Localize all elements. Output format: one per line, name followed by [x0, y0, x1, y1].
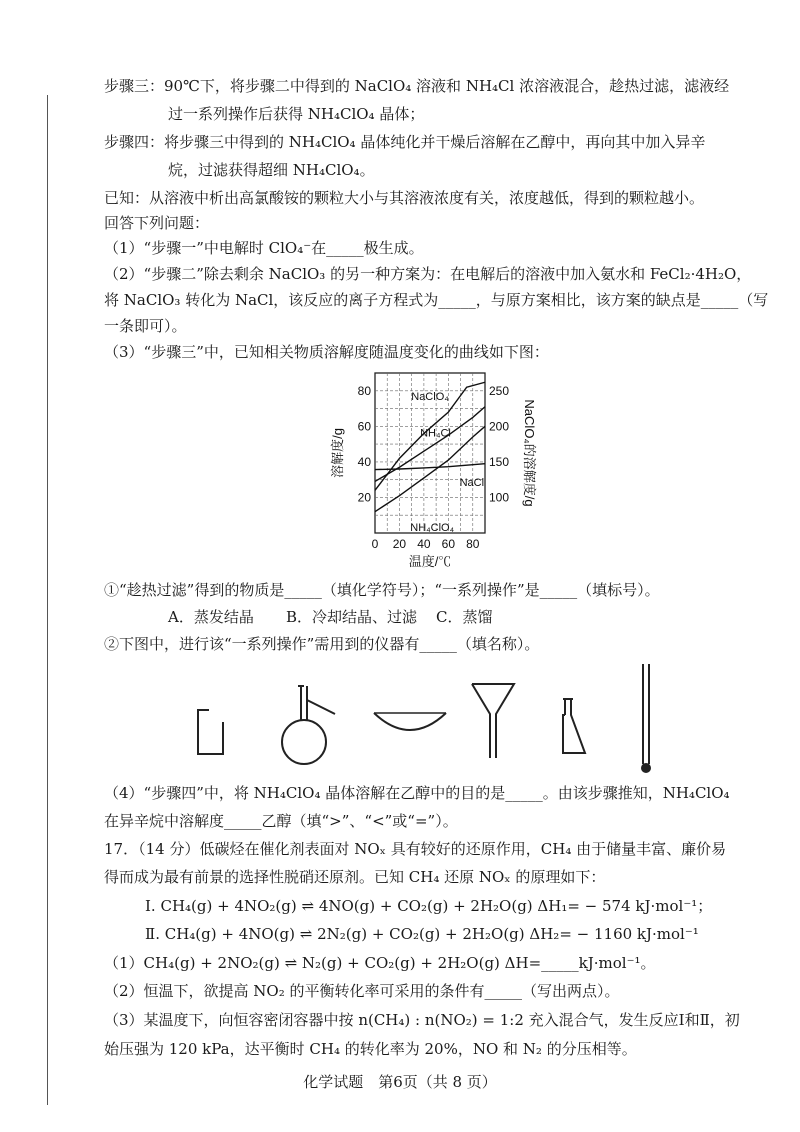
answer-line: 回答下列问题：	[104, 214, 210, 232]
y-left-tick-label: 80	[357, 383, 371, 398]
series-line	[375, 464, 485, 470]
y-right-tick-label: 150	[489, 454, 510, 469]
equation-2: Ⅱ. CH₄(g) + 4NO(g) ⇌ 2N₂(g) + CO₂(g) + 2H₂O(g) ΔH₂= − 1160 kJ·mol⁻¹	[145, 925, 699, 943]
y-right-tick-label: 200	[489, 419, 510, 434]
option-b: B．冷却结晶、过滤	[286, 608, 418, 626]
problem-17-line2: 得而成为最有前景的选择性脱硝还原剂。已知 CH₄ 还原 NOₓ 的原理如下：	[104, 868, 606, 886]
subquestion-17-1: （1）CH₄(g) + 2NO₂(g) ⇌ N₂(g) + CO₂(g) + 2H₂O(g) ΔH=_____kJ·mol⁻¹。	[104, 954, 656, 972]
y-left-tick-label: 40	[357, 454, 371, 469]
beaker-icon	[195, 708, 231, 758]
series-label: NaCl	[459, 477, 485, 490]
known-line: 已知：从溶液中析出高氯酸铵的颗粒大小与其溶液浓度有关，浓度越低，得到的颗粒越小。	[104, 189, 705, 207]
thermometer-icon	[636, 660, 656, 780]
step3-line1: 步骤三：90℃下，将步骤二中得到的 NaClO₄ 溶液和 NH₄Cl 浓溶液混合，趁热过滤，滤液经	[104, 77, 730, 95]
option-a: A．蒸发结晶	[168, 608, 254, 626]
step4-line1: 步骤四：将步骤三中得到的 NH₄ClO₄ 晶体纯化并干燥后溶解在乙醇中，再向其中加入异辛	[104, 133, 706, 151]
step3-line2: 过一系列操作后获得 NH₄ClO₄ 晶体；	[168, 105, 425, 123]
y-right-axis-label: NaClO₄的溶解度/g	[522, 399, 537, 507]
option-c: C．蒸馏	[436, 608, 493, 626]
y-left-tick-label: 60	[357, 419, 371, 434]
step4-line2: 烷，过滤获得超细 NH₄ClO₄。	[168, 161, 375, 179]
y-left-axis-label: 溶解度/g	[330, 428, 345, 478]
x-tick-label: 80	[466, 537, 480, 551]
margin-line	[47, 95, 48, 1105]
funnel-icon	[468, 680, 518, 770]
question-3-2: ②下图中，进行该“一系列操作”需用到的仪器有_____（填名称）。	[104, 635, 540, 653]
distillation-flask-icon	[280, 680, 350, 770]
subquestion-17-2: （2）恒温下，欲提高 NO₂ 的平衡转化率可采用的条件有_____（写出两点）。	[104, 982, 620, 1000]
question-2-line3: 一条即可）。	[104, 317, 187, 335]
problem-17-line1: 17．（14 分）低碳烃在催化剂表面对 NOₓ 具有较好的还原作用，CH₄ 由于储量丰富、廉价易	[104, 840, 727, 858]
question-4-line2: 在异辛烷中溶解度_____乙醇（填“>”、“<”或“=”）。	[104, 812, 458, 830]
options	[168, 607, 554, 627]
question-2-line2: 将 NaClO₃ 转化为 NaCl，该反应的离子方程式为_____，与原方案相比，该方案的缺点是_____（写	[104, 291, 769, 309]
solubility-chart-svg	[330, 365, 537, 570]
solubility-chart	[330, 365, 537, 570]
subquestion-17-3-line1: （3）某温度下，向恒容密闭容器中按 n(CH₄) : n(NO₂) = 1:2 充入混合气，发生反应Ⅰ和Ⅱ，初	[104, 1011, 740, 1029]
evaporating-dish-icon	[370, 705, 450, 745]
x-tick-label: 40	[417, 537, 431, 551]
y-right-tick-label: 100	[489, 490, 510, 505]
question-2-line1: （2）“步骤二”除去剩余 NaClO₃ 的另一种方案为：在电解后的溶液中加入氨水和 FeCl₂·4H₂O，	[104, 265, 752, 283]
question-1: （1）“步骤一”中电解时 ClO₄⁻在_____极生成。	[104, 239, 424, 257]
question-3-1: ①“趁热过滤”得到的物质是_____（填化学符号）；“一系列操作”是_____（填标号）。	[104, 581, 660, 599]
subquestion-17-3-line2: 始压强为 120 kPa，达平衡时 CH₄ 的转化率为 20%，NO 和 N₂ 的分压相等。	[104, 1040, 637, 1058]
question-3: （3）“步骤三”中，已知相关物质溶解度随温度变化的曲线如下图：	[104, 343, 549, 361]
x-tick-label: 0	[371, 537, 379, 551]
x-axis-label: 温度/℃	[408, 554, 452, 569]
condenser-tube-icon	[555, 695, 595, 765]
series-label: NaClO₄	[411, 390, 449, 403]
series-label: NH₄ClO₄	[410, 522, 455, 534]
y-left-tick-label: 20	[357, 490, 371, 505]
page-footer: 化学试题 第6页（共 8 页）	[303, 1073, 497, 1091]
question-4-line1: （4）“步骤四”中，将 NH₄ClO₄ 晶体溶解在乙醇中的目的是_____。由该步骤推知，NH₄ClO₄	[104, 784, 730, 802]
x-tick-label: 20	[392, 537, 407, 551]
equation-1: Ⅰ. CH₄(g) + 4NO₂(g) ⇌ 4NO(g) + CO₂(g) + 2H₂O(g) ΔH₁= − 574 kJ·mol⁻¹；	[145, 897, 713, 915]
y-right-tick-label: 250	[489, 383, 510, 398]
x-tick-label: 60	[441, 537, 456, 551]
series-label: NH₄Cl	[420, 427, 451, 440]
